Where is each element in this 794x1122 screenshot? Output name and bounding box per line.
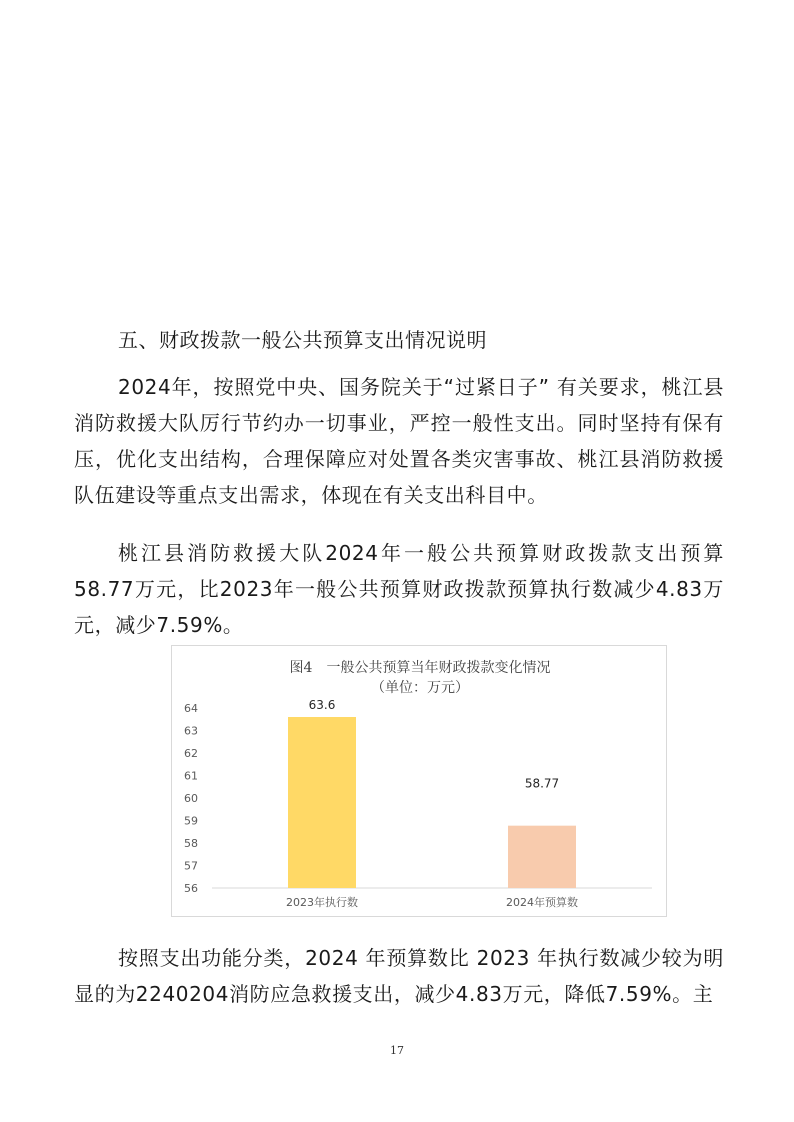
page-number: 17 xyxy=(390,1044,404,1057)
data-label: 63.6 xyxy=(308,698,336,712)
y-tick-label: 56 xyxy=(184,882,198,895)
y-tick-label: 61 xyxy=(184,769,198,783)
bar-series xyxy=(288,698,576,888)
y-axis xyxy=(184,702,652,895)
y-tick-label: 59 xyxy=(184,814,198,828)
y-tick-label: 58 xyxy=(184,837,198,850)
data-label: 58.77 xyxy=(524,776,560,791)
y-tick-label: 63 xyxy=(184,724,198,738)
paragraph-policy: 2024年，按照党中央、国务院关于“过紧日子” 有关要求，桃江县消防救援大队厉行节约办一切事业，严控一般性支出。同时坚持有保有压，优化支出结构，合理保障应对处置各类灾害事故、桃江县消防救援队伍建设等重点支出需求，体现在有关支出科目中。 xyxy=(74,375,724,507)
x-axis xyxy=(286,895,578,909)
chart-canvas xyxy=(172,646,668,918)
bar xyxy=(508,826,576,888)
category-label: 2023年执行数 xyxy=(286,896,358,909)
section-heading: 五、财政拨款一般公共预算支出情况说明 xyxy=(118,328,487,352)
chart-subtitle: （单位：万元） xyxy=(371,680,469,696)
bar xyxy=(288,717,356,888)
paragraph-budget-summary: 桃江县消防救援大队2024年一般公共预算财政拨款支出预算58.77万元，比2023年一般公共预算财政拨款预算执行数减少4.83万元，减少7.59%。 xyxy=(74,541,724,637)
budget-change-chart xyxy=(171,645,667,917)
y-tick-label: 64 xyxy=(184,702,198,715)
y-tick-label: 62 xyxy=(184,747,198,760)
category-label: 2024年预算数 xyxy=(506,896,578,909)
y-tick-label: 60 xyxy=(184,792,198,805)
chart-title: 图4 一般公共预算当年财政拨款变化情况 xyxy=(289,660,551,676)
y-tick-label: 57 xyxy=(184,859,198,873)
paragraph-function-classification: 按照支出功能分类，2024 年预算数比 2023 年执行数减少较为明显的为2240204消防应急救援支出，减少4.83万元，降低7.59%。主 xyxy=(74,946,724,1006)
